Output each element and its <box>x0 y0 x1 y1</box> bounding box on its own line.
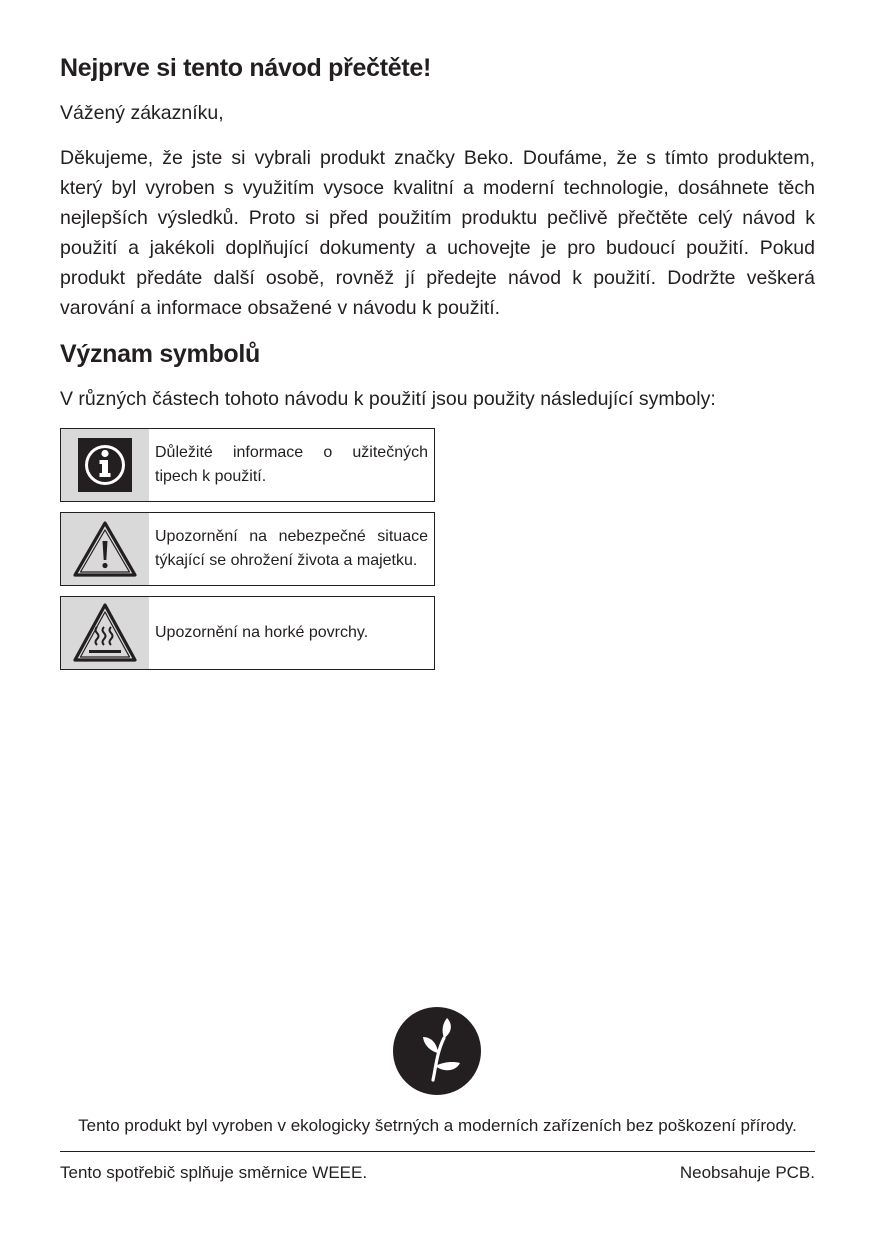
symbol-row-warning <box>60 512 435 586</box>
symbols-intro: V různých částech tohoto návodu k použití jsou použity následující symboly: <box>60 388 716 410</box>
hot-surface-icon <box>72 602 138 664</box>
warning-triangle-icon <box>72 520 138 578</box>
symbol-text-info: Důležité informace o užitečných tipech k použití. <box>155 444 428 485</box>
greeting: Vážený zákazníku, <box>60 102 224 124</box>
page-title: Nejprve si tento návod přečtěte! <box>60 54 432 82</box>
eco-statement: Tento produkt byl vyroben v ekologicky šetrných a moderních zařízeních bez poškození přírody. <box>78 1116 797 1135</box>
info-icon <box>78 438 132 492</box>
section-heading-symbols: Význam symbolů <box>60 340 261 368</box>
hot-surface-icon-cell <box>61 597 149 669</box>
symbol-row-hot-surface <box>60 596 435 670</box>
symbol-text-hot-surface: Upozornění na horké povrchy. <box>155 624 369 641</box>
symbol-text-warning: Upozornění na nebezpečné situace týkající se ohrožení života a majetku. <box>155 528 428 569</box>
footer-pcb: Neobsahuje PCB. <box>679 1163 815 1182</box>
eco-leaf-icon <box>392 1006 482 1096</box>
warning-icon-cell <box>61 513 149 585</box>
manual-page <box>60 0 815 1241</box>
footer-divider <box>60 1151 815 1152</box>
intro-paragraph: Děkujeme, že jste si vybrali produkt značky Beko. Doufáme, že s tímto produktem, který byl vyroben s využitím vysoce kvalitní a moderní technologie, dosáhnete těch nejlepších výsledků. Proto si před použitím produktu pečlivě přečtěte celý návod k použití a jakékoli doplňující dokumenty a uchovejte je pro budoucí použití. Pokud produkt předáte další osobě, rovněž jí předejte návod k použití. Dodržte veškerá varování a informace obsažené v návodu k použití. <box>60 147 815 319</box>
symbol-row-info <box>60 428 435 502</box>
info-icon-cell <box>61 429 149 501</box>
footer-weee: Tento spotřebič splňuje směrnice WEEE. <box>60 1163 368 1182</box>
